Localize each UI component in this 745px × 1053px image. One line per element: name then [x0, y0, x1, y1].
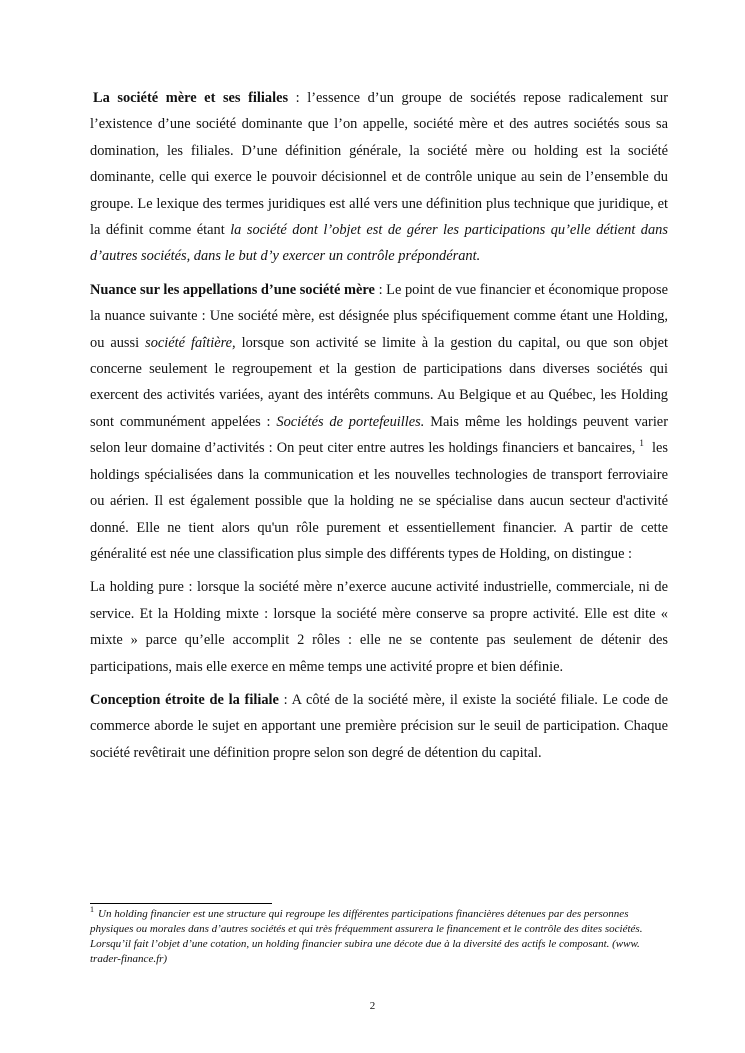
- footnote-separator: [90, 903, 272, 904]
- heading-nuance-appellations: Nuance sur les appellations d’une société mère: [90, 281, 375, 298]
- paragraph-holding-types: La holding pure : lorsque la société mère n’exerce aucune activité industrielle, commerciale, ni de service. Et la Holding mixte : lorsque la société mère conserve sa propre activité. Elle est dite « mixte » parce qu’elle accomplit 2 rôles : elle ne se contente pas seulement de détenir des participations, mais elle exerce en même temps une activité propre et bien définie.: [90, 579, 668, 675]
- page-number: 2: [369, 1000, 376, 1012]
- body-text: [90, 85, 668, 773]
- paragraph-filiale: Conception étroite de la filiale : A côté de la société mère, il existe la société filiale. Le code de commerce aborde le sujet en apportant une première précision sur le seuil de participation. Chaque société revêtirait une définition propre selon son degré de détention du capital.: [90, 691, 668, 761]
- footnote: [90, 907, 666, 967]
- paragraph-nuance-appellations: Nuance sur les appellations d’une société mère : Le point de vue financier et économique propose la nuance suivante : Une société mère, est désignée plus spécifiquement comme étant une Holding, ou aussi société faîtière, lorsque son activité se limite à la gestion du capital, ou que son objet concerne seulement le regroupement et la gestion de participations dans diverses sociétés qui exercent des activités variées, ayant des intérêts communs. Au Belgique et au Québec, les Holding sont communément appelées : Sociétés de portefeuilles. Mais même les holdings peuvent varier selon leur domaine d’activités : On peut citer entre autres les holdings financiers et bancaires, $^1$ les holdings spécialisées dans la communication et les nouvelles technologies de transport ferroviaire ou aérien. Il est également possible que la holding ne se spécialise dans aucun secteur d'activité donné. Elle ne tient alors qu'un rôle purement et essentiellement financier. A partir de cette généralité est née une classification plus simple des différents types de Holding, on distingue :: [90, 281, 669, 562]
- paragraph-societe-mere: La société mère et ses filiales : l’essence d’un groupe de sociétés repose radicalement sur l’existence d’une société dominante que l’on appelle, société mère et des autres sociétés sous sa domination, les filiales. D’une définition générale, la société mère ou holding est la société dominante, celle qui exerce le pouvoir décisionnel et de contrôle unique au sein de l’ensemble du groupe. Le lexique des termes juridiques est allé vers une définition plus technique que juridique, et la définit comme étant la société dont l’objet est de gérer les participations qu’elle détient dans d’autres sociétés, dans le but d’y exercer un contrôle prépondérant.: [90, 90, 669, 265]
- footnote-reference[interactable]: 1: [639, 438, 644, 449]
- footnote-text: Un holding financier est une structure qui regroupe les différentes participations financières détenues par des personnes physiques ou morales dans d’autres sociétés et qui très fréquemment assurera le financement et le contrôle des dites sociétés. Lorsqu’il fait l’objet d’une cotation, un holding financier subira une décote due à la diversité des actifs le composant. (www. trader-finance.fr): [90, 908, 643, 965]
- heading-filiale: Conception étroite de la filiale: [90, 691, 279, 708]
- heading-societe-mere: La société mère et ses filiales: [93, 90, 289, 106]
- footnote-number: 1: [90, 905, 94, 915]
